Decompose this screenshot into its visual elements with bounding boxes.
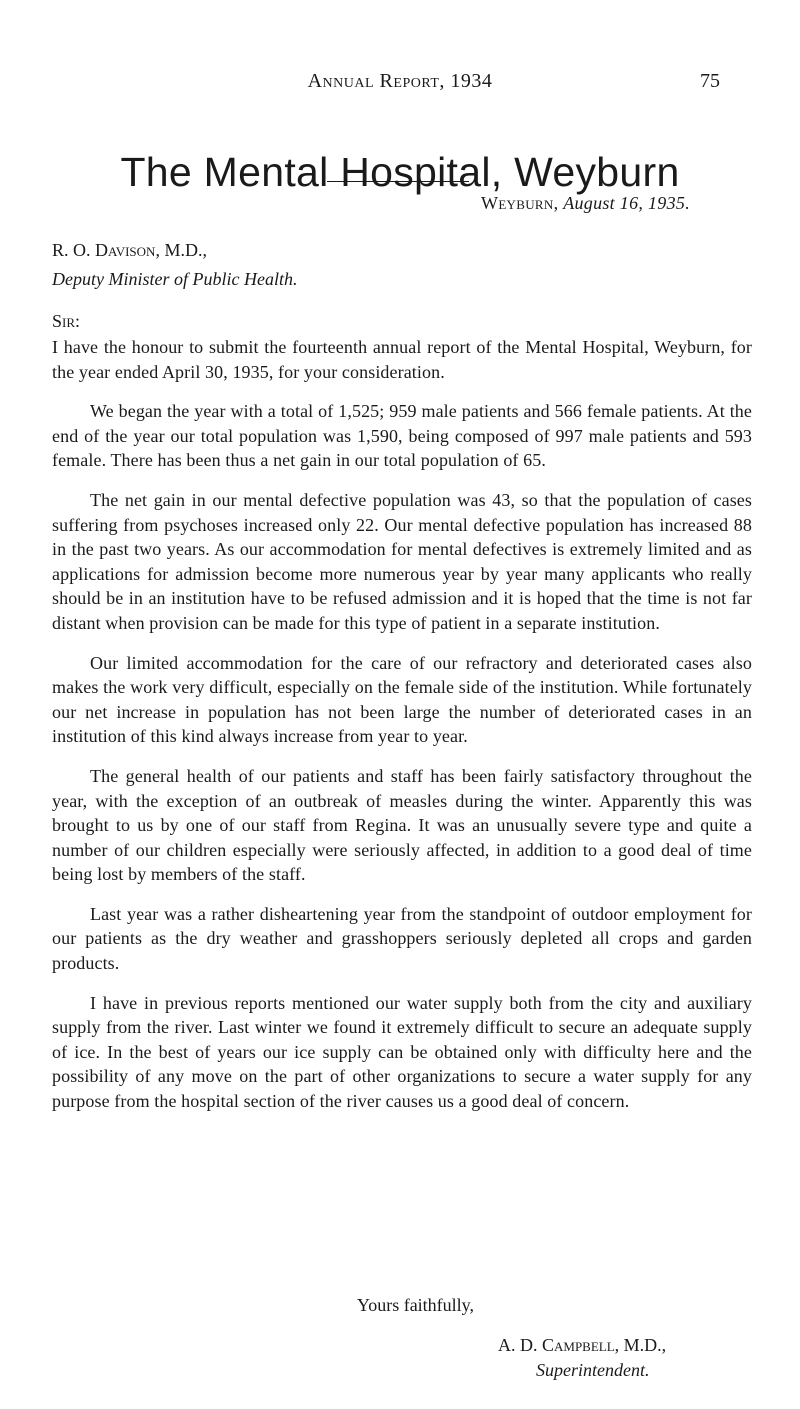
dateline — [481, 193, 690, 214]
running-title: Annual Report, 1934 — [307, 70, 493, 92]
signatory-name: A. D. Campbell, M.D., — [498, 1335, 667, 1355]
paragraph: The net gain in our mental defective population was 43, so that the population of cases suffering from psychoses increased only 22. Our mental defective population has increased 88 in the past two years. As our accommodation for mental defectives is extremely limited and as applications for admission become more numerous year by year many applicants who really should be in an institution have to be refused admission and it is hoped that the time is not far distant when provision can be made for this type of patient in a separate institution. — [52, 489, 752, 633]
signatory-title: Superintendent. — [536, 1360, 650, 1380]
title-divider — [327, 181, 469, 182]
running-header — [0, 70, 800, 100]
paragraph: I have in previous reports mentioned our water supply both from the city and auxiliary supply from the river. Last winter we found it extremely difficult to secure an adequate supply of ice. In the best of years our ice supply can be obtained only with difficulty here and the possibility of any move on the part of other organizations to secure a water supply for any purpose from the hospital section of the river causes us a good deal of concern. — [52, 992, 752, 1112]
paragraph: The general health of our patients and staff has been fairly satisfactory throughout the year, with the exception of an outbreak of measles during the winter. Apparently this was brought to us by one of our staff from Regina. It was an unusually severe type and quite a number of our children especially were seriously affected, in addition to a good deal of time being lost by members of the staff. — [52, 765, 752, 885]
dateline-date: August 16, 1935. — [563, 193, 690, 213]
letter-body — [52, 335, 752, 1129]
paragraph: Our limited accommodation for the care of our refractory and deteriorated cases also makes the work very difficult, especially on the female side of the institution. While fortunately our net increase in population has not been large the number of deteriorated cases in an institution of this kind always increase from year to year. — [52, 652, 752, 747]
page-number: 75 — [700, 70, 720, 92]
closing: Yours faithfully, — [357, 1295, 475, 1315]
paragraph: I have the honour to submit the fourteenth annual report of the Mental Hospital, Weyburn, for the year ended April 30, 1935, for your consideration. — [52, 337, 752, 382]
addressee-title: Deputy Minister of Public Health. — [52, 269, 298, 289]
paragraph: Last year was a rather disheartening year from the standpoint of outdoor employment for our patients as the dry weather and grasshoppers seriously depleted all crops and garden products. — [52, 903, 752, 974]
paragraph: We began the year with a total of 1,525; 959 male patients and 566 female patients. At the end of the year our total population was 1,590, being composed of 997 male patients and 593 female. There has been thus a net gain in our total population of 65. — [52, 401, 752, 471]
addressee-name: R. O. Davison, M.D., — [52, 240, 207, 260]
page-title: The Mental Hospital, Weyburn — [120, 149, 680, 196]
addressee-block — [52, 236, 297, 294]
dateline-place: Weyburn, — [481, 193, 559, 213]
salutation: Sir: — [52, 311, 81, 331]
